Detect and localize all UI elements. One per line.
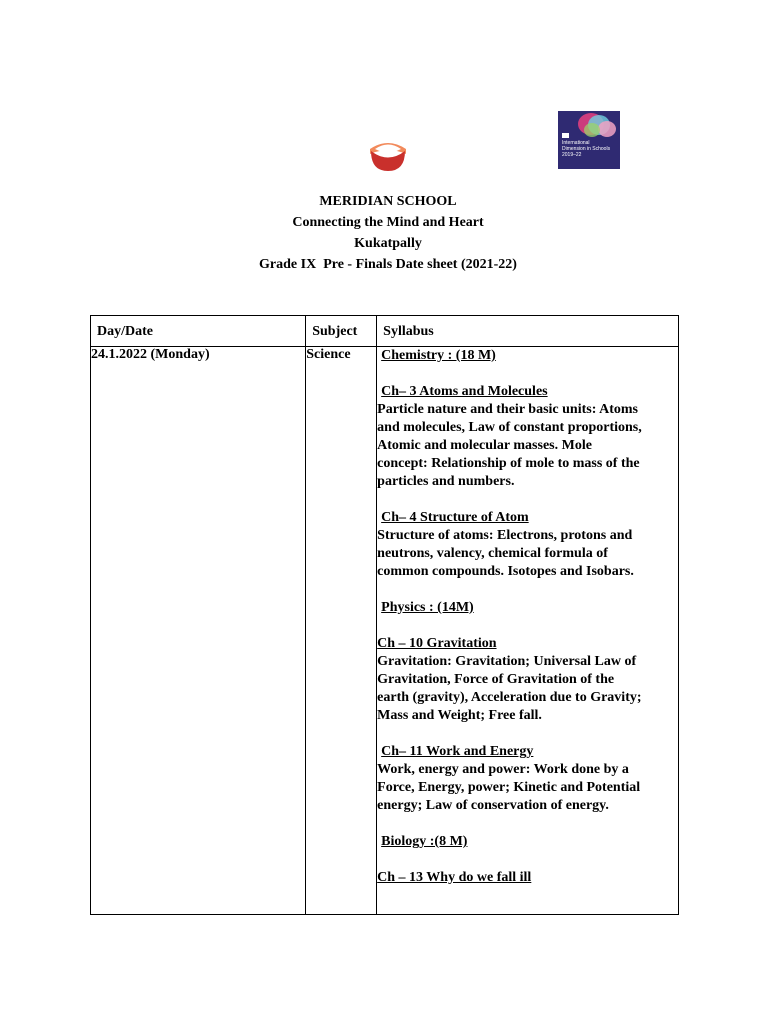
chapter-text-line: neutrons, valency, chemical formula of bbox=[377, 546, 608, 561]
date-sheet-table bbox=[90, 315, 679, 915]
school-logo-icon bbox=[369, 140, 407, 172]
chapter-text-line: Force, Energy, power; Kinetic and Potential bbox=[377, 780, 641, 795]
chapter-heading: Ch – 13 Why do we fall ill bbox=[377, 870, 532, 885]
exam-syllabus bbox=[377, 347, 679, 915]
chapter-heading: Ch– 11 Work and Energy bbox=[381, 744, 534, 759]
column-header-syllabus: Syllabus bbox=[377, 316, 679, 347]
badge-line: International bbox=[562, 140, 590, 146]
badge-line: 2019–22 bbox=[562, 152, 582, 158]
chapter-text-line: particles and numbers. bbox=[377, 474, 515, 489]
section-heading-biology: Biology :(8 M) bbox=[381, 834, 468, 849]
exam-date: 24.1.2022 (Monday) bbox=[91, 347, 306, 915]
chapter-text-line: energy; Law of conservation of energy. bbox=[377, 798, 609, 813]
accreditation-badge-icon bbox=[558, 111, 620, 169]
chapter-text-line: Structure of atoms: Electrons, protons and bbox=[377, 528, 633, 543]
chapter-heading: Ch– 4 Structure of Atom bbox=[381, 510, 529, 525]
chapter-text-line: Gravitation, Force of Gravitation of the bbox=[377, 672, 615, 687]
school-location: Kukatpally bbox=[354, 236, 422, 251]
chapter-text-line: and molecules, Law of constant proportions, bbox=[377, 420, 642, 435]
chapter-text-line: common compounds. Isotopes and Isobars. bbox=[377, 564, 634, 579]
school-name: MERIDIAN SCHOOL bbox=[319, 194, 457, 209]
chapter-heading: Ch – 10 Gravitation bbox=[377, 636, 497, 651]
table-header-row bbox=[91, 316, 679, 347]
chapter-text-line: Atomic and molecular masses. Mole bbox=[377, 438, 592, 453]
section-heading-chemistry: Chemistry : (18 M) bbox=[381, 348, 496, 363]
badge-line: Dimension in Schools bbox=[562, 146, 611, 152]
chapter-text-line: concept: Relationship of mole to mass of the bbox=[377, 456, 640, 471]
chapter-text-line: Mass and Weight; Free fall. bbox=[377, 708, 542, 723]
chapter-heading: Ch– 3 Atoms and Molecules bbox=[381, 384, 548, 399]
chapter-text-line: earth (gravity), Acceleration due to Gravity; bbox=[377, 690, 642, 705]
chapter-text-line: Work, energy and power: Work done by a bbox=[377, 762, 629, 777]
chapter-text-line: Particle nature and their basic units: Atoms bbox=[377, 402, 638, 417]
section-heading-physics: Physics : (14M) bbox=[381, 600, 474, 615]
chapter-text-line: Gravitation: Gravitation; Universal Law of bbox=[377, 654, 637, 669]
column-header-date: Day/Date bbox=[91, 316, 306, 347]
school-tagline: Connecting the Mind and Heart bbox=[292, 215, 484, 230]
column-header-subject: Subject bbox=[306, 316, 377, 347]
exam-subject: Science bbox=[306, 347, 377, 915]
datesheet-title: Grade IX Pre - Finals Date sheet (2021-22) bbox=[259, 257, 517, 272]
table-row bbox=[91, 347, 679, 915]
document-header bbox=[0, 191, 768, 275]
